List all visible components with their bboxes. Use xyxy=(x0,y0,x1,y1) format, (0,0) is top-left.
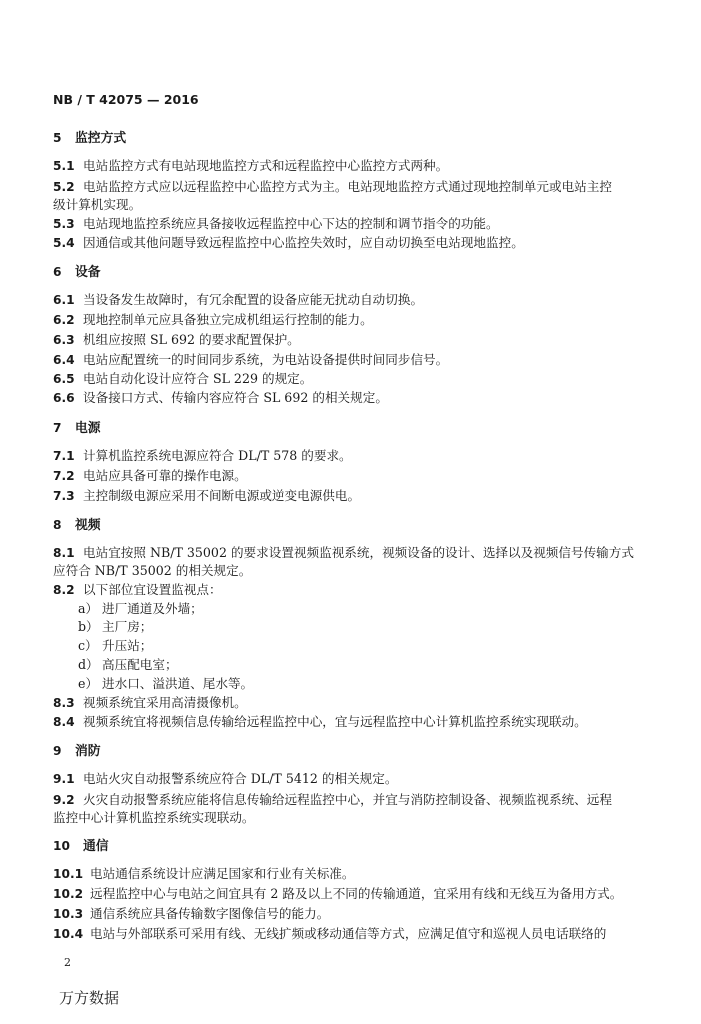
clause-number: 10.1 xyxy=(53,867,84,881)
clause-text: 火灾自动报警系统应能将信息传输给远程监控中心，并宜与消防控制设备、视频监视系统、远程 xyxy=(83,792,612,807)
clause-number: 10.2 xyxy=(53,887,84,901)
watermark-label: 万方数据 xyxy=(59,989,120,1007)
clause-number: 9.2 xyxy=(53,793,75,807)
clause-number: 6.6 xyxy=(53,391,75,405)
clause-8-4 xyxy=(53,714,587,730)
list-item xyxy=(78,638,152,654)
list-item xyxy=(78,601,203,617)
clause-text: 视频系统宜采用高清摄像机。 xyxy=(83,695,247,710)
clause-8-1-continuation: 应符合 NB/T 35002 的相关规定。 xyxy=(53,563,252,578)
clause-text: 电站自动化设计应符合 SL 229 的规定。 xyxy=(83,371,313,386)
list-item-text: 主厂房； xyxy=(102,619,153,634)
section-title: 通信 xyxy=(83,839,109,854)
clause-text: 远程监控中心与电站之间宜具有 2 路及以上不同的传输通道，宜采用有线和无线互为备用方式。 xyxy=(90,886,623,901)
clause-number: 6.5 xyxy=(53,372,75,386)
section-heading-10 xyxy=(53,838,109,855)
document-code-header: NB / T 42075 — 2016 xyxy=(53,92,199,107)
clause-text: 通信系统应具备传输数字图像信号的能力。 xyxy=(90,906,330,921)
section-title: 监控方式 xyxy=(75,131,127,146)
clause-10-2 xyxy=(53,886,622,902)
clause-8-1 xyxy=(53,545,634,561)
clause-number: 8.4 xyxy=(53,715,75,729)
clause-5-4 xyxy=(53,235,524,251)
section-number: 6 xyxy=(53,265,62,279)
clause-text: 计算机监控系统电源应符合 DL/T 578 的要求。 xyxy=(83,448,352,463)
list-marker: c） xyxy=(78,638,98,653)
clause-text: 当设备发生故障时，有冗余配置的设备应能无扰动自动切换。 xyxy=(83,292,424,307)
clause-6-5 xyxy=(53,371,312,387)
clause-6-1 xyxy=(53,292,423,308)
clause-6-3 xyxy=(53,332,300,348)
list-item-text: 高压配电室； xyxy=(102,657,178,672)
list-marker: e） xyxy=(78,676,99,691)
clause-7-1 xyxy=(53,448,352,464)
list-item-text: 升压站； xyxy=(102,638,153,653)
list-marker: b） xyxy=(78,619,99,634)
clause-8-3 xyxy=(53,695,247,711)
clause-5-3 xyxy=(53,216,499,232)
section-title: 视频 xyxy=(75,518,101,533)
clause-number: 8.1 xyxy=(53,546,75,560)
section-number: 8 xyxy=(53,518,62,532)
section-number: 7 xyxy=(53,421,62,435)
clause-number: 7.1 xyxy=(53,449,75,463)
section-heading-8 xyxy=(53,517,101,534)
clause-number: 5.3 xyxy=(53,217,75,231)
section-heading-6 xyxy=(53,264,101,281)
clause-text: 电站应配置统一的时间同步系统，为电站设备提供时间同步信号。 xyxy=(83,352,449,367)
clause-5-2-continuation: 级计算机实现。 xyxy=(53,197,142,212)
list-marker: a） xyxy=(78,601,99,616)
clause-10-1 xyxy=(53,866,354,882)
clause-text: 设备接口方式、传输内容应符合 SL 692 的相关规定。 xyxy=(83,390,388,405)
clause-text: 电站与外部联系可采用有线、无线扩频或移动通信等方式，应满足值守和巡视人员电话联络的 xyxy=(90,926,607,941)
clause-number: 6.1 xyxy=(53,293,75,307)
section-number: 9 xyxy=(53,744,62,758)
clause-number: 7.3 xyxy=(53,489,75,503)
section-title: 电源 xyxy=(75,421,101,436)
clause-number: 5.2 xyxy=(53,180,75,194)
clause-9-2-continuation: 监控中心计算机监控系统实现联动。 xyxy=(53,810,255,825)
clause-text: 机组应按照 SL 692 的要求配置保护。 xyxy=(83,332,300,347)
list-item xyxy=(78,619,152,635)
list-marker: d） xyxy=(78,657,99,672)
section-number: 10 xyxy=(53,839,70,853)
clause-text: 视频系统宜将视频信息传输给远程监控中心，宜与远程监控中心计算机监控系统实现联动。 xyxy=(83,714,587,729)
section-title: 设备 xyxy=(75,265,101,280)
list-item xyxy=(78,676,253,692)
clause-9-2 xyxy=(53,792,612,808)
clause-number: 6.2 xyxy=(53,313,75,327)
list-item-text: 进水口、溢洪道、尾水等。 xyxy=(102,676,254,691)
clause-6-4 xyxy=(53,352,448,368)
clause-text: 电站监控方式有电站现地监控方式和远程监控中心监控方式两种。 xyxy=(83,158,449,173)
clause-text: 电站火灾自动报警系统应符合 DL/T 5412 的相关规定。 xyxy=(83,771,398,786)
clause-10-3 xyxy=(53,906,329,922)
section-heading-7 xyxy=(53,420,101,437)
clause-8-2 xyxy=(53,582,222,598)
clause-10-4 xyxy=(53,926,606,942)
clause-number: 5.4 xyxy=(53,236,75,250)
clause-text: 电站宜按照 NB/T 35002 的要求设置视频监视系统，视频设备的设计、选择以及视频信号传输方式 xyxy=(83,545,634,560)
clause-text: 现地控制单元应具备独立完成机组运行控制的能力。 xyxy=(83,312,373,327)
clause-text: 电站通信系统设计应满足国家和行业有关标准。 xyxy=(90,866,355,881)
list-item xyxy=(78,657,178,673)
clause-6-2 xyxy=(53,312,373,328)
clause-number: 10.3 xyxy=(53,907,84,921)
list-item-text: 进厂通道及外墙； xyxy=(102,601,203,616)
clause-text: 以下部位宜设置监视点： xyxy=(83,582,222,597)
clause-number: 5.1 xyxy=(53,159,75,173)
clause-text: 电站监控方式应以远程监控中心监控方式为主。电站现地监控方式通过现地控制单元或电站主控 xyxy=(83,179,612,194)
clause-9-1 xyxy=(53,771,397,787)
section-heading-5 xyxy=(53,130,126,147)
clause-7-3 xyxy=(53,488,360,504)
clause-number: 8.3 xyxy=(53,696,75,710)
clause-6-6 xyxy=(53,390,388,406)
clause-number: 7.2 xyxy=(53,469,75,483)
clause-text: 因通信或其他问题导致远程监控中心监控失效时，应自动切换至电站现地监控。 xyxy=(83,235,524,250)
clause-text: 电站现地监控系统应具备接收远程监控中心下达的控制和调节指令的功能。 xyxy=(83,216,499,231)
clause-number: 6.4 xyxy=(53,353,75,367)
clause-5-1 xyxy=(53,158,448,174)
clause-text: 主控制级电源应采用不间断电源或逆变电源供电。 xyxy=(83,488,361,503)
clause-text: 电站应具备可靠的操作电源。 xyxy=(83,468,247,483)
clause-number: 8.2 xyxy=(53,583,75,597)
clause-5-2 xyxy=(53,179,612,195)
page-number: 2 xyxy=(64,956,71,969)
clause-7-2 xyxy=(53,468,247,484)
clause-number: 9.1 xyxy=(53,772,75,786)
clause-number: 6.3 xyxy=(53,333,75,347)
section-number: 5 xyxy=(53,131,62,145)
section-title: 消防 xyxy=(75,744,101,759)
section-heading-9 xyxy=(53,743,101,760)
clause-number: 10.4 xyxy=(53,927,84,941)
